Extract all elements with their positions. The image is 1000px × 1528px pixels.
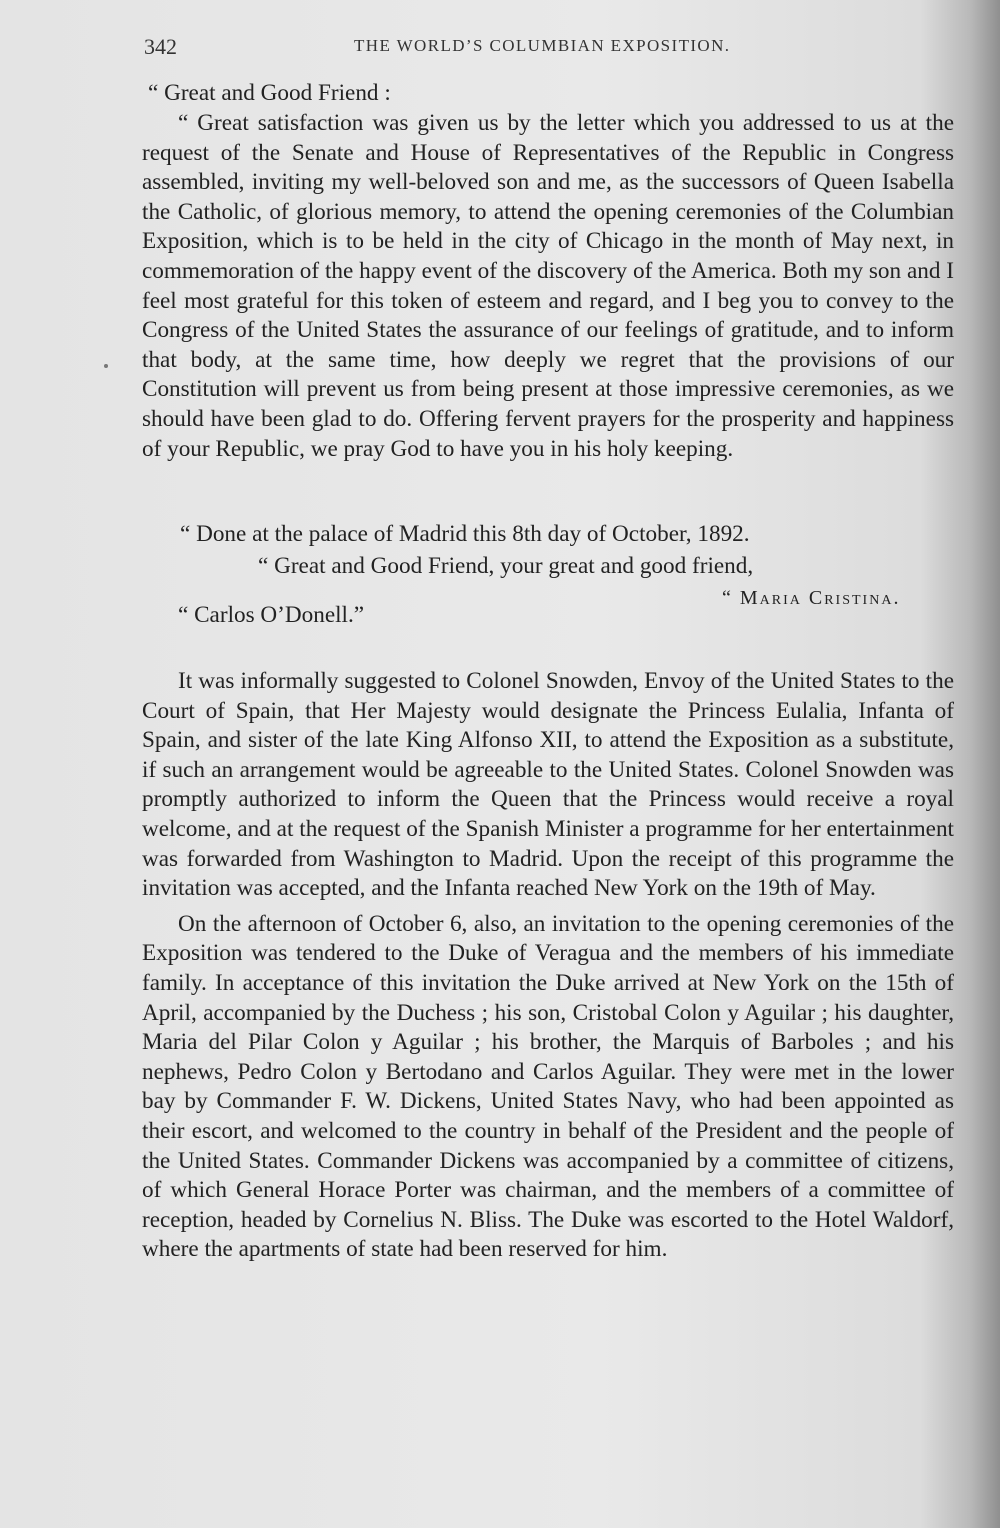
narrative-text [142, 667, 954, 1265]
signature-maria-cristina: “ Maria Cristina. [722, 587, 901, 609]
letter-salutation: “ Great and Good Friend : [148, 80, 391, 106]
letter-body [142, 109, 954, 464]
margin-mark [104, 364, 108, 368]
page-number: 342 [144, 34, 177, 59]
paragraph-duke-of-veragua: On the afternoon of October 6, also, an invitation to the opening ceremonies of the Exposition was tendered to the Duke of Veragua and the members of his immediate family. In acceptance of this invitation the Duke arrived at New York on the 15th of April, accompanied by the Duchess ; his son, Cristobal Colon y Aguilar ; his daughter, Maria del Pilar Colon y Aguilar ; his brother, the Marquis of Barboles ; and his nephews, Pedro Colon y Bertodano and Carlos Aguilar. They were met in the lower bay by Commander F. W. Dickens, United States Navy, who had been appointed as their escort, and welcomed to the country in behalf of the President and the people of the United States. Commander Dickens was accompanied by a committee of citizens, of which General Horace Porter was chairman, and the members of a committee of reception, headed by Cornelius N. Bliss. The Duke was escorted to the Hotel Waldorf, where the apartments of state had been reserved for him. [142, 910, 954, 1263]
page-header [144, 34, 784, 60]
signature-carlos-odonell: “ Carlos O’Donell.” [178, 602, 365, 628]
letter-closing: “ Great and Good Friend, your great and good friend, [258, 553, 754, 579]
letter-date-line: “ Done at the palace of Madrid this 8th day of October, 1892. [180, 521, 750, 547]
letter-paragraph: “ Great satisfaction was given us by the letter which you addressed to us at the request of the Senate and House of Representatives of the Republic in Congress assembled, inviting my well-beloved son and me, as the successors of Queen Isabella the Catholic, of glorious memory, to attend the opening ceremonies of the Columbian Exposition, which is to be held in the city of Chicago in the month of May next, in commemoration of the happy event of the discovery of the America. Both my son and I feel most grateful for this token of esteem and regard, and I beg you to convey to the Congress of the United States the assurance of our feelings of gratitude, and to inform that body, at the same time, how deeply we regret that the provisions of our Constitution will prevent us from being present at those impressive ceremonies, as we should have been glad to do. Offering fervent prayers for the prosperity and happiness of your Republic, we pray God to have you in his holy keeping. [142, 110, 954, 462]
paragraph-infanta-eulalia: It was informally suggested to Colonel Snowden, Envoy of the United States to the Court of Spain, that Her Majesty would designate the Princess Eulalia, Infanta of Spain, and sister of the late King Alfonso XII, to attend the Exposition as a substitute, if such an arrangement would be agreeable to the United States. Colonel Snowden was promptly authorized to inform the Queen that the Princess would receive a royal welcome, and at the request of the Spanish Minister a programme for her entertainment was forwarded from Washington to Madrid. Upon the receipt of this programme the invitation was accepted, and the Infanta reached New York on the 19th of May. [142, 668, 954, 902]
running-head: THE WORLD’S COLUMBIAN EXPOSITION. [354, 36, 731, 55]
